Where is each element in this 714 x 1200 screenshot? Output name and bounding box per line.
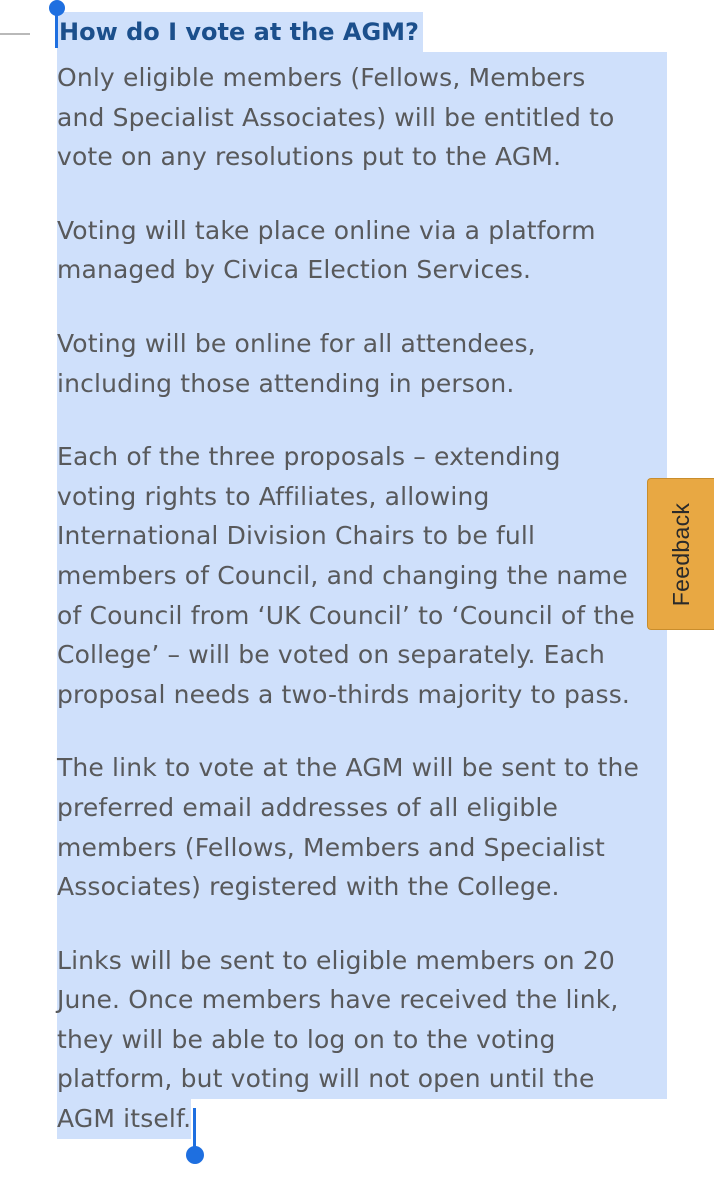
text-line: they will be able to log on to the voting [57, 1024, 556, 1054]
paragraph-link-dates [57, 941, 659, 1099]
text-line: Only eligible members (Fellows, Members [57, 63, 586, 92]
text-line: voting rights to Affiliates, allowing [57, 481, 490, 511]
paragraph-platform [57, 211, 659, 290]
text-line: managed by Civica Election Services. [57, 255, 532, 285]
text-line: and Specialist Associates) will be entitled to [57, 102, 615, 132]
paragraph-eligibility [57, 58, 659, 177]
text-line: AGM itself. [57, 1099, 191, 1139]
text-line: Associates) registered with the College. [57, 872, 560, 902]
text-line: Each of the three proposals – extending [57, 442, 561, 472]
text-line: International Division Chairs to be full [57, 521, 536, 551]
feedback-button[interactable] [647, 478, 714, 630]
text-line: preferred email addresses of all eligible [57, 792, 559, 822]
text-line: vote on any resolutions put to the AGM. [57, 142, 562, 172]
paragraph-online-voting [57, 324, 659, 403]
paragraph-link-dates-tail [57, 1099, 667, 1139]
text-line: proposal needs a two-thirds majority to pass. [57, 679, 630, 709]
text-line: members (Fellows, Members and Specialist [57, 832, 605, 862]
section-heading: How do I vote at the AGM? [57, 12, 423, 52]
text-line: Voting will take place online via a platform [57, 215, 596, 245]
article-section [57, 12, 667, 1139]
feedback-label: Feedback [668, 502, 695, 606]
paragraph-voting-link [57, 748, 659, 906]
text-line: including those attending in person. [57, 368, 515, 398]
text-line: Links will be sent to eligible members on 20 [57, 945, 615, 975]
paragraph-proposals [57, 437, 659, 714]
text-line: Voting will be online for all attendees, [57, 328, 536, 358]
text-line: June. Once members have received the link, [57, 985, 619, 1015]
text-line: members of Council, and changing the name [57, 560, 628, 590]
selection-end-handle[interactable] [186, 1146, 204, 1164]
selected-text-block[interactable] [57, 52, 667, 1099]
selection-start-caret [55, 12, 58, 48]
text-line: of Council from ‘UK Council’ to ‘Council of the [57, 600, 635, 630]
left-divider [0, 33, 30, 35]
text-line: platform, but voting will not open until the [57, 1064, 595, 1094]
text-line: The link to vote at the AGM will be sent to the [57, 753, 640, 783]
text-line: College’ – will be voted on separately. Each [57, 640, 605, 670]
